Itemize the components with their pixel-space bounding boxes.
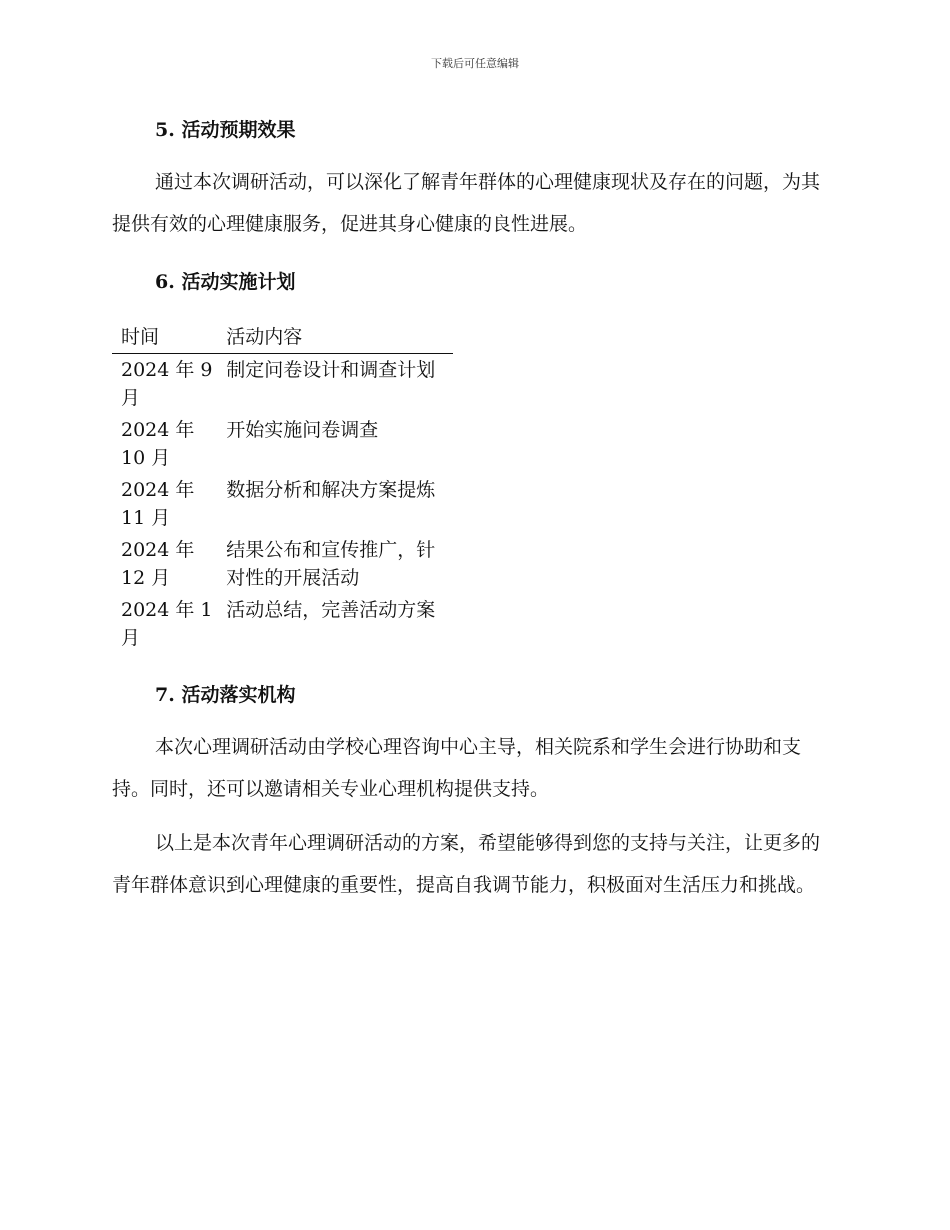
table-cell-content: 制定问卷设计和调查计划 bbox=[226, 359, 436, 381]
table-cell-content: 活动总结，完善活动方案 bbox=[226, 599, 436, 621]
table-row bbox=[112, 534, 453, 594]
table-cell-content: 结果公布和宣传推广，针对性的开展活动 bbox=[226, 539, 436, 589]
table-header-content: 活动内容 bbox=[216, 318, 453, 354]
section-5-paragraph: 通过本次调研活动，可以深化了解青年群体的心理健康现状及存在的问题，为其提供有效的心理健康服务，促进其身心健康的良性进展。 bbox=[112, 171, 821, 235]
table-row bbox=[112, 474, 453, 534]
table-cell-content: 开始实施问卷调查 bbox=[226, 419, 379, 441]
table-cell-time: 2024 年 9 月 bbox=[121, 359, 213, 409]
table-cell-content: 数据分析和解决方案提炼 bbox=[226, 479, 436, 501]
table-header-time: 时间 bbox=[112, 318, 216, 354]
table-row bbox=[112, 414, 453, 474]
section-7-heading: 7. 活动落实机构 bbox=[155, 684, 296, 706]
table-header-row bbox=[112, 318, 453, 354]
page-header: 下载后可任意编辑 bbox=[431, 57, 519, 70]
table-cell-time: 2024 年 10 月 bbox=[121, 419, 195, 469]
section-5-heading: 5. 活动预期效果 bbox=[155, 119, 296, 141]
closing-paragraph: 以上是本次青年心理调研活动的方案，希望能够得到您的支持与关注，让更多的青年群体意识到心理健康的重要性，提高自我调节能力，积极面对生活压力和挑战。 bbox=[112, 832, 821, 896]
section-6-heading: 6. 活动实施计划 bbox=[155, 271, 296, 293]
activity-schedule-table bbox=[112, 318, 453, 654]
table-cell-time: 2024 年 1 月 bbox=[121, 599, 213, 649]
table-row bbox=[112, 354, 453, 415]
table-cell-time: 2024 年 11 月 bbox=[121, 479, 195, 529]
section-7-paragraph: 本次心理调研活动由学校心理咨询中心主导，相关院系和学生会进行协助和支持。同时，还可以邀请相关专业心理机构提供支持。 bbox=[112, 736, 802, 800]
table-cell-time: 2024 年 12 月 bbox=[121, 539, 195, 589]
table-row bbox=[112, 594, 453, 654]
